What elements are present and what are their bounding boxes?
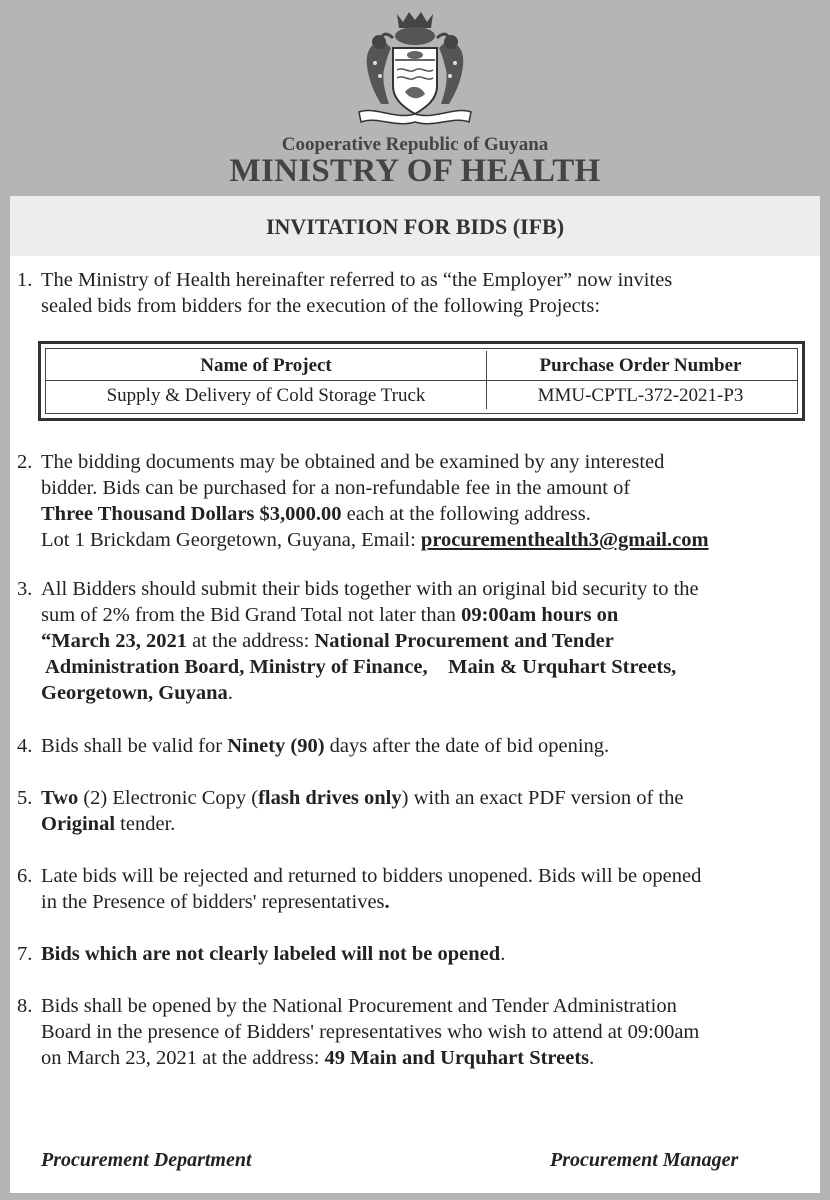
project-name-cell: Supply & Delivery of Cold Storage Truck — [46, 381, 487, 409]
purchase-order-cell: MMU-CPTL-372-2021-P3 — [537, 385, 744, 406]
submission-address: Georgetown, Guyana — [41, 682, 228, 704]
item-text: sealed bids from bidders for the execution of the following Projects: — [41, 295, 601, 317]
item-text-part: on March 23, 2021 at the address: — [41, 1047, 325, 1069]
item-text: The Ministry of Health hereinafter referred to as “the Employer” now invites — [41, 269, 673, 291]
country-name: Cooperative Republic of Guyana — [281, 134, 549, 155]
item-text-part: . — [227, 682, 233, 704]
item-number: 8. — [17, 995, 33, 1017]
item-text-part: sum of 2% from the Bid Grand Total not later than — [41, 604, 462, 626]
item-text-part: at the address: — [186, 630, 315, 652]
item-text: bidder. Bids can be purchased for a non-refundable fee in the amount of — [41, 477, 631, 499]
item-text-part: ) with an exact PDF version of the — [401, 787, 684, 809]
validity-period: Ninety (90) — [227, 735, 325, 757]
page-title: INVITATION FOR BIDS (IFB) — [265, 214, 565, 239]
projects-table — [38, 341, 805, 421]
copy-count: Two — [41, 787, 79, 809]
item-text: Late bids will be rejected and returned to bidders unopened. Bids will be opened — [41, 865, 702, 887]
item-text-rest: each at the following address. — [341, 503, 591, 525]
item-text-part: days after the date of bid opening. — [324, 735, 610, 757]
item-text-part: tender. — [115, 813, 176, 835]
item-text-part: (2) Electronic Copy ( — [78, 787, 259, 809]
signature-procurement-manager: Procurement Manager — [550, 1149, 739, 1171]
notice-panel — [10, 196, 820, 1193]
original-label: Original — [41, 813, 116, 835]
submission-address: Administration Board, Ministry of Finance, Main & Urquhart Streets, — [41, 656, 677, 678]
email-link[interactable]: procurementhealth3@gmail.com — [420, 529, 709, 551]
item-number: 2. — [17, 451, 33, 473]
fee-amount: Three Thousand Dollars $3,000.00 — [41, 503, 342, 525]
labeling-warning: Bids which are not clearly labeled will not be opened — [41, 943, 501, 965]
column-header: Name of Project — [46, 351, 487, 380]
table-header-row — [46, 351, 797, 381]
opening-address: 49 Main and Urquhart Streets — [324, 1047, 590, 1069]
item-text — [41, 941, 821, 967]
item-text — [41, 733, 821, 759]
item-number: 4. — [17, 735, 33, 757]
item-text-part: . — [384, 891, 390, 913]
item-text — [41, 628, 821, 654]
item-text-part: . — [589, 1047, 595, 1069]
item-text: Bids shall be opened by the National Procurement and Tender Administration — [41, 995, 677, 1017]
deadline-time: 09:00am hours on — [461, 604, 619, 626]
coat-of-arms-icon — [345, 8, 485, 130]
address-text: Lot 1 Brickdam Georgetown, Guyana, Email: — [41, 529, 421, 551]
item-text: The bidding documents may be obtained and be examined by any interested — [41, 451, 665, 473]
column-header: Purchase Order Number — [539, 355, 742, 376]
item-text-part: Bids shall be valid for — [41, 735, 228, 757]
submission-address: National Procurement and Tender — [314, 630, 614, 652]
item-text — [41, 811, 821, 837]
item-text — [41, 602, 821, 628]
item-number: 7. — [17, 943, 33, 965]
item-text — [41, 501, 821, 527]
item-text — [41, 680, 821, 706]
deadline-date: “March 23, 2021 — [41, 630, 187, 652]
item-text — [41, 654, 821, 680]
item-text-part: . — [500, 943, 506, 965]
media-type: flash drives only — [258, 787, 402, 809]
header — [0, 0, 830, 196]
item-text: Board in the presence of Bidders' representatives who wish to attend at 09:00am — [41, 1021, 700, 1043]
item-text-part: in the Presence of bidders' representatives — [41, 891, 385, 913]
item-text — [41, 1045, 821, 1071]
item-text — [41, 527, 821, 553]
item-number: 1. — [17, 269, 33, 291]
table-row — [46, 381, 797, 409]
item-number: 6. — [17, 865, 33, 887]
item-number: 5. — [17, 787, 33, 809]
title-band — [10, 196, 820, 256]
item-text — [41, 889, 821, 915]
signature-procurement-department: Procurement Department — [41, 1149, 252, 1171]
item-text — [41, 785, 821, 811]
item-number: 3. — [17, 578, 33, 600]
ministry-name: MINISTRY OF HEALTH — [229, 153, 601, 189]
item-text: All Bidders should submit their bids together with an original bid security to the — [41, 578, 699, 600]
